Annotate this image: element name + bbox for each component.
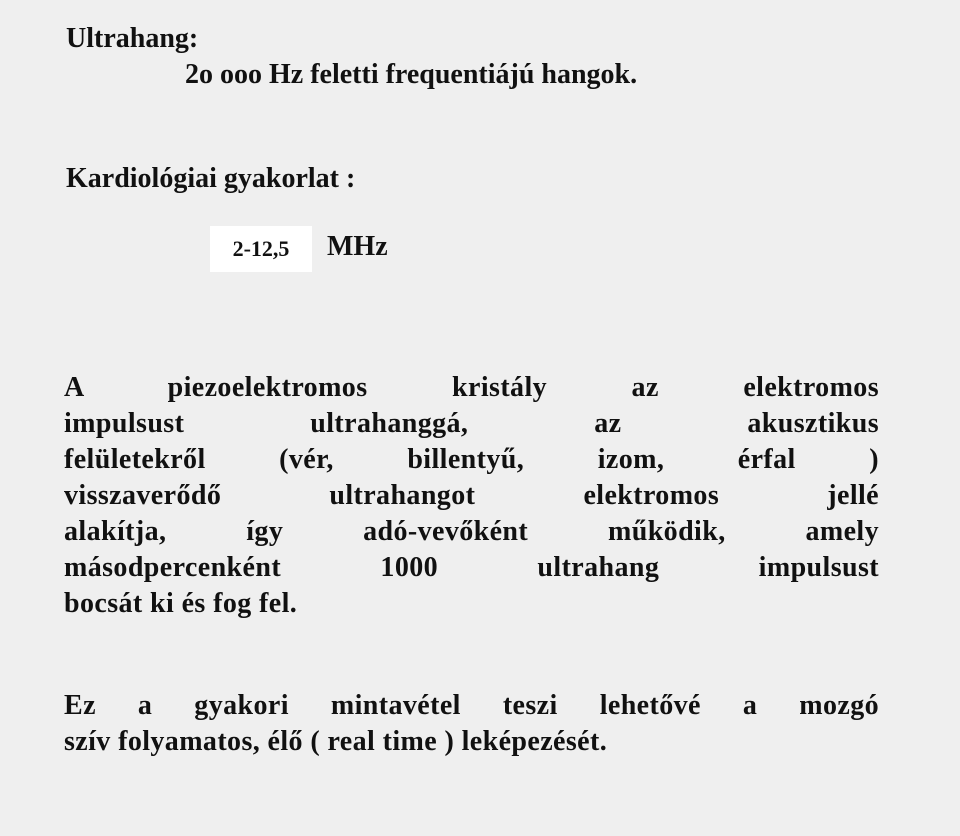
paragraph-line: impulsust ultrahanggá, az akusztikus [64,408,879,439]
paragraph-line: másodpercenként 1000 ultrahang impulsust [64,552,879,583]
paragraph-line: visszaverődő ultrahangot elektromos jellé [64,480,879,511]
paragraph-line: felületekről (vér, billentyű, izom, érfal ) [64,444,879,475]
heading-ultrahang: Ultrahang: [66,23,199,54]
paragraph-line: szív folyamatos, élő ( real time ) leképezését. [64,726,608,757]
piezo-paragraph [64,370,879,622]
heading-kardiologiai: Kardiológiai gyakorlat : [66,163,356,194]
paragraph-line: Ez a gyakori mintavétel teszi lehetővé a mozgó [64,690,879,721]
frequency-range-box [210,226,312,272]
paragraph-line: bocsát ki és fog fel. [64,588,298,619]
paragraph-line: alakítja, így adó-vevőként működik, amely [64,516,879,547]
ultrahang-definition: 2o ooo Hz feletti frequentiájú hangok. [185,59,638,90]
paragraph-line: A piezoelektromos kristály az elektromos [64,372,879,403]
frequency-range-value: 2-12,5 [232,236,290,261]
frequency-unit: MHz [327,231,388,262]
sampling-paragraph [64,688,879,760]
